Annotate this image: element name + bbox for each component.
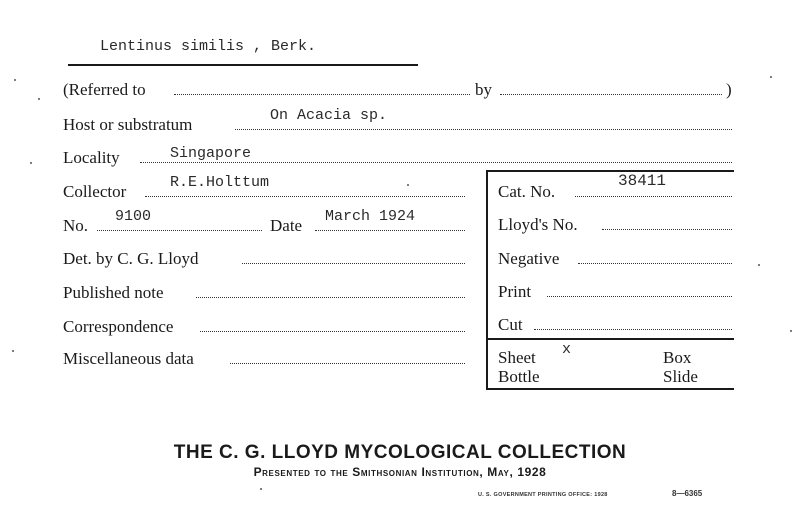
det-label: Det. by C. G. Lloyd bbox=[63, 249, 199, 268]
no-line bbox=[97, 230, 262, 231]
locality-value: Singapore bbox=[170, 145, 252, 162]
published-label: Published note bbox=[63, 283, 164, 302]
negative-label: Negative bbox=[498, 249, 560, 268]
referred-line bbox=[174, 94, 470, 95]
referred-label: (Referred to bbox=[63, 80, 146, 99]
scan-speck bbox=[38, 98, 40, 100]
by-line bbox=[500, 94, 722, 95]
published-line bbox=[196, 297, 465, 298]
collection-title: THE C. G. LLOYD MYCOLOGICAL COLLECTION bbox=[173, 442, 627, 463]
form-number: 8—6365 bbox=[672, 489, 703, 498]
sheet-label: Sheet bbox=[498, 348, 536, 367]
print-line bbox=[547, 296, 732, 297]
lloyds-label: Lloyd's No. bbox=[498, 215, 578, 234]
printer-line: U. S. GOVERNMENT PRINTING OFFICE: 1928 bbox=[478, 492, 608, 498]
bottle-label: Bottle bbox=[498, 367, 540, 386]
host-line bbox=[235, 129, 732, 130]
det-line bbox=[242, 263, 465, 264]
print-label: Print bbox=[498, 282, 532, 301]
collector-label: Collector bbox=[63, 182, 127, 201]
scan-speck bbox=[14, 79, 16, 81]
lloyds-line bbox=[602, 229, 732, 230]
cat-line bbox=[575, 196, 732, 197]
cut-label: Cut bbox=[498, 315, 523, 334]
scan-speck bbox=[260, 488, 262, 490]
date-line bbox=[315, 230, 465, 231]
host-value: On Acacia sp. bbox=[270, 107, 388, 124]
top-rule bbox=[68, 64, 418, 66]
species-name: Lentinus similis , Berk. bbox=[100, 38, 317, 55]
date-value: March 1924 bbox=[325, 208, 416, 225]
collection-subtitle: Presented to the Smithsonian Institution, May, 1928 bbox=[253, 465, 547, 479]
close-paren: ) bbox=[726, 80, 732, 99]
by-label: by bbox=[475, 80, 492, 99]
misc-label: Miscellaneous data bbox=[63, 349, 194, 368]
box-left bbox=[486, 170, 488, 389]
scan-speck bbox=[790, 330, 792, 332]
box-label: Box bbox=[663, 348, 692, 367]
collector-line bbox=[145, 196, 465, 197]
locality-label: Locality bbox=[63, 148, 120, 167]
misc-line bbox=[230, 363, 465, 364]
scan-speck bbox=[30, 162, 32, 164]
host-label: Host or substratum bbox=[63, 115, 193, 134]
box-bottom bbox=[486, 388, 734, 390]
cat-label: Cat. No. bbox=[498, 182, 556, 201]
scan-speck bbox=[12, 350, 14, 352]
no-label: No. bbox=[63, 216, 89, 235]
cut-line bbox=[534, 329, 732, 330]
scan-speck bbox=[770, 76, 772, 78]
scan-speck bbox=[758, 264, 760, 266]
date-label: Date bbox=[270, 216, 303, 235]
correspondence-label: Correspondence bbox=[63, 317, 174, 336]
scan-speck bbox=[407, 184, 409, 186]
cat-value: 38411 bbox=[618, 172, 667, 190]
cut-rule bbox=[486, 338, 734, 340]
collector-value: R.E.Holttum bbox=[170, 174, 270, 191]
correspondence-line bbox=[200, 331, 465, 332]
negative-line bbox=[578, 263, 732, 264]
box-top bbox=[486, 170, 734, 172]
no-value: 9100 bbox=[115, 208, 152, 225]
sheet-mark: x bbox=[562, 341, 572, 358]
slide-label: Slide bbox=[663, 367, 698, 386]
